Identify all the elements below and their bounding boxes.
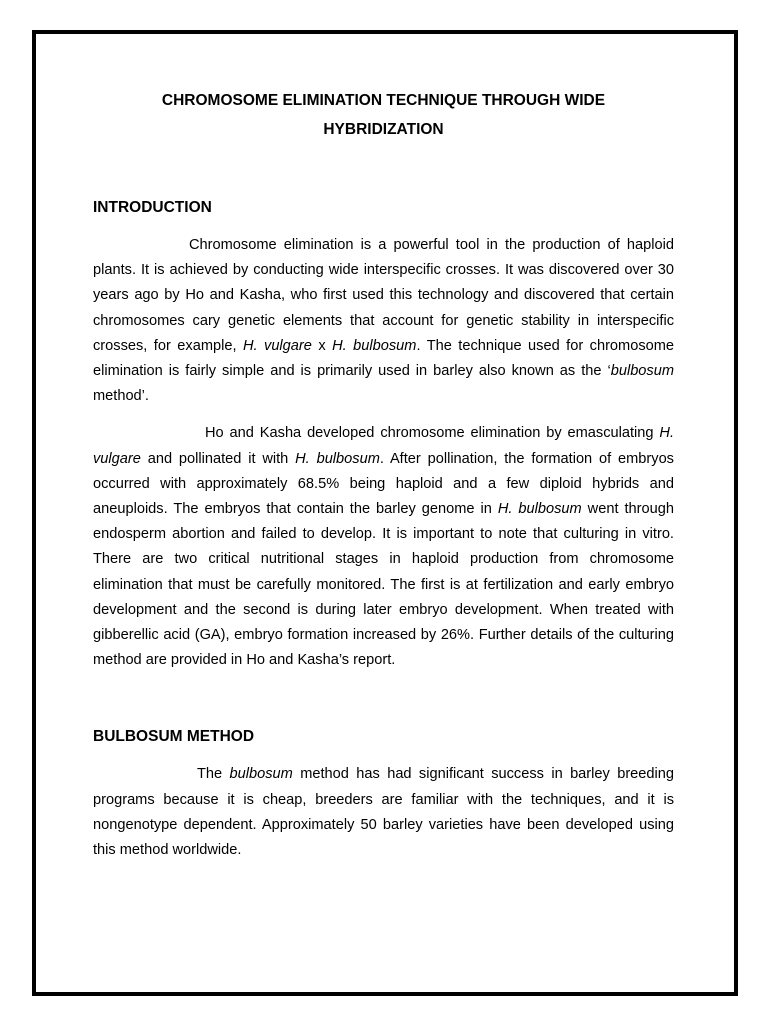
introduction-paragraph-2: Ho and Kasha developed chromosome elimination by emasculating H. vulgare and pollinated it with H. bulbosum. After pollination, the formation of embryos occurred with approximately 68.5% being haploid and a few diploid hybrids and aneuploids. The embryos that contain the barley genome in H. bulbosum went through endosperm abortion and failed to develop. It is important to note that culturing in vitro. There are two critical nutritional stages in haploid production from chromosome elimination that must be carefully monitored. The first is at fertilization and early embryo development and the second is during later embryo development. When treated with gibberellic acid (GA), embryo formation increased by 26%. Further details of the culturing method are provided in Ho and Kasha’s report. bbox=[93, 425, 674, 669]
bulbosum-method-heading: BULBOSUM METHOD bbox=[93, 728, 255, 746]
italic-term: H. vulgare bbox=[93, 425, 674, 467]
introduction-heading: INTRODUCTION bbox=[93, 199, 212, 216]
document-title bbox=[93, 86, 674, 144]
italic-term: H. vulgare bbox=[242, 337, 312, 354]
italic-term: H. bulbosum bbox=[295, 450, 380, 467]
introduction-paragraph-1: Chromosome elimination is a powerful tool in the production of haploid plants. It is achieved by conducting wide interspecific crosses. It was discovered over 30 years ago by Ho and Kasha, who first used this technology and discovered that certain chromosomes cary genetic elements that account for genetic stability in interspecific crosses, for example, H. vulgare x H. bulbosum. The technique used for chromosome elimination is fairly simple and is primarily used in barley also known as the ‘bulbosum method’. bbox=[93, 237, 675, 405]
italic-term: bulbosum bbox=[610, 363, 674, 380]
italic-term: H. bulbosum bbox=[332, 337, 417, 354]
bulbosum-method-paragraph: The bulbosum method has had significant success in barley breeding programs because it is cheap, breeders are familiar with the techniques, and it is nongenotype dependent. Approximately 50 barley varieties have been developed using this method worldwide. bbox=[93, 766, 675, 859]
italic-term: H. bulbosum bbox=[497, 501, 582, 518]
italic-term: bulbosum bbox=[229, 766, 293, 783]
title-line-2: HYBRIDIZATION bbox=[323, 121, 444, 138]
title-line-1: CHROMOSOME ELIMINATION TECHNIQUE THROUGH WIDE bbox=[161, 92, 606, 109]
document-body bbox=[93, 86, 674, 863]
